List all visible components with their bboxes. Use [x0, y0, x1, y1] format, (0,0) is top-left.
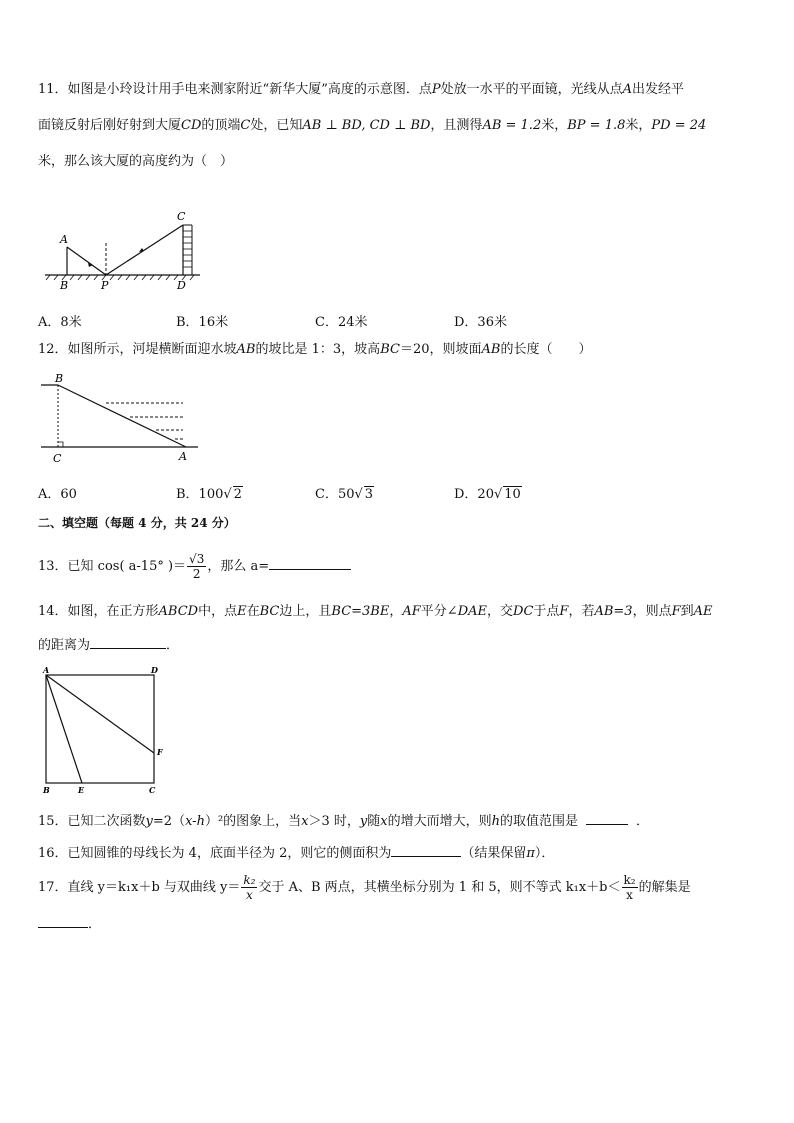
q12-stem: 12．如图所示，河堤横断面迎水坡AB的坡比是 1：3，坡高BC＝20，则坡面AB的长度（ ）	[38, 342, 592, 357]
q12-option-c[interactable]: C．50√ 3	[315, 487, 374, 502]
q11-line2: 面镜反射后刚好射到大厦CD的顶端C处，已知AB ⊥ BD, CD ⊥ BD，且测得AB = 1.2米，BP = 1.8米，PD = 24	[38, 118, 707, 133]
q11-fig-label-c: C	[177, 210, 186, 223]
q16-answer-blank[interactable]	[391, 842, 461, 857]
q17-fraction-1: $\frac{\text{k₂}}{x}$	[243, 873, 256, 902]
q17-line2: ．	[38, 913, 101, 935]
q17-line1: 17．直线 y＝k₁x＋b 与双曲线 y＝ $\frac{\text{k₂}}{x}$ 交于 A、B 两点，其横坐标分别为 1 和 5，则不等式 k₁x＋b＜ $\frac{\text{k₂}}{x}$ 的解集是	[38, 873, 691, 902]
q11-option-b[interactable]: B．16米	[176, 315, 229, 330]
q11-option-c[interactable]: C．24米	[315, 315, 368, 330]
radical-icon: √	[223, 487, 232, 502]
q11-fig-label-b: B	[60, 279, 69, 292]
q12-option-b[interactable]: B．100√ 2	[176, 487, 242, 502]
q12-option-a[interactable]: A．60	[38, 487, 77, 502]
radical-icon: √	[493, 487, 503, 502]
q12-option-d[interactable]: D．20√ 10	[454, 487, 521, 502]
q12-fig-label-c: C	[53, 452, 62, 465]
q14-fig-label-a: A	[43, 665, 50, 675]
q11-option-d[interactable]: D．36米	[454, 315, 507, 330]
q17-answer-blank[interactable]	[38, 913, 88, 928]
q14-line1: 14．如图，在正方形ABCD中，点E在BC边上，且BC=3BE，AF平分∠DAE，交DC于点F，若AB=3，则点F到AE	[38, 604, 713, 619]
q17-fraction-2: $\frac{\text{k₂}}{x}$	[623, 873, 636, 902]
q11-option-a[interactable]: A．8米	[38, 315, 82, 330]
q14-fig-label-d: D	[151, 665, 158, 675]
q13-fraction: $\frac{√3}{2}$	[189, 552, 205, 581]
q11-figure	[40, 205, 210, 295]
q13-stem: 13．已知 cos( a-15° )＝ $\frac{√3}{2}$ ，那么 a=	[38, 545, 351, 589]
q12-fig-label-b: B	[55, 372, 64, 385]
q14-fig-label-f: F	[157, 747, 163, 757]
q12-figure	[38, 370, 203, 465]
q11-line3: 米，那么该大厦的高度约为（ ）	[38, 154, 234, 169]
section-title: 二、填空题（每题 4 分，共 24 分）	[38, 516, 236, 530]
q16-stem: 16．已知圆锥的母线长为 4，底面半径为 2，则它的侧面积为 （结果保留π）．	[38, 842, 554, 864]
q11-fig-label-d: D	[177, 279, 186, 292]
radical-icon: √	[354, 487, 363, 502]
q14-line2: 的距离为 ．	[38, 634, 179, 656]
q13-answer-blank[interactable]	[269, 555, 351, 570]
q11-fig-label-a: A	[60, 233, 68, 246]
q14-fig-label-e: E	[78, 785, 85, 795]
q14-figure	[38, 665, 168, 797]
q14-answer-blank[interactable]	[90, 634, 166, 649]
q14-fig-label-b: B	[43, 785, 50, 795]
q11-fig-label-p: P	[101, 279, 109, 292]
q15-answer-blank[interactable]	[586, 810, 628, 825]
q12-fig-label-a: A	[179, 450, 187, 463]
q11-line1: 11．如图是小玲设计用手电来测家附近“新华大厦”高度的示意图．点P处放一水平的平面镜，光线从点A出发经平	[38, 82, 685, 97]
q14-fig-label-c: C	[149, 785, 156, 795]
q15-stem: 15．已知二次函数y=2（x-h）²的图象上，当x＞3 时，y随x的增大而增大，则h的取值范围是 ．	[38, 810, 649, 832]
